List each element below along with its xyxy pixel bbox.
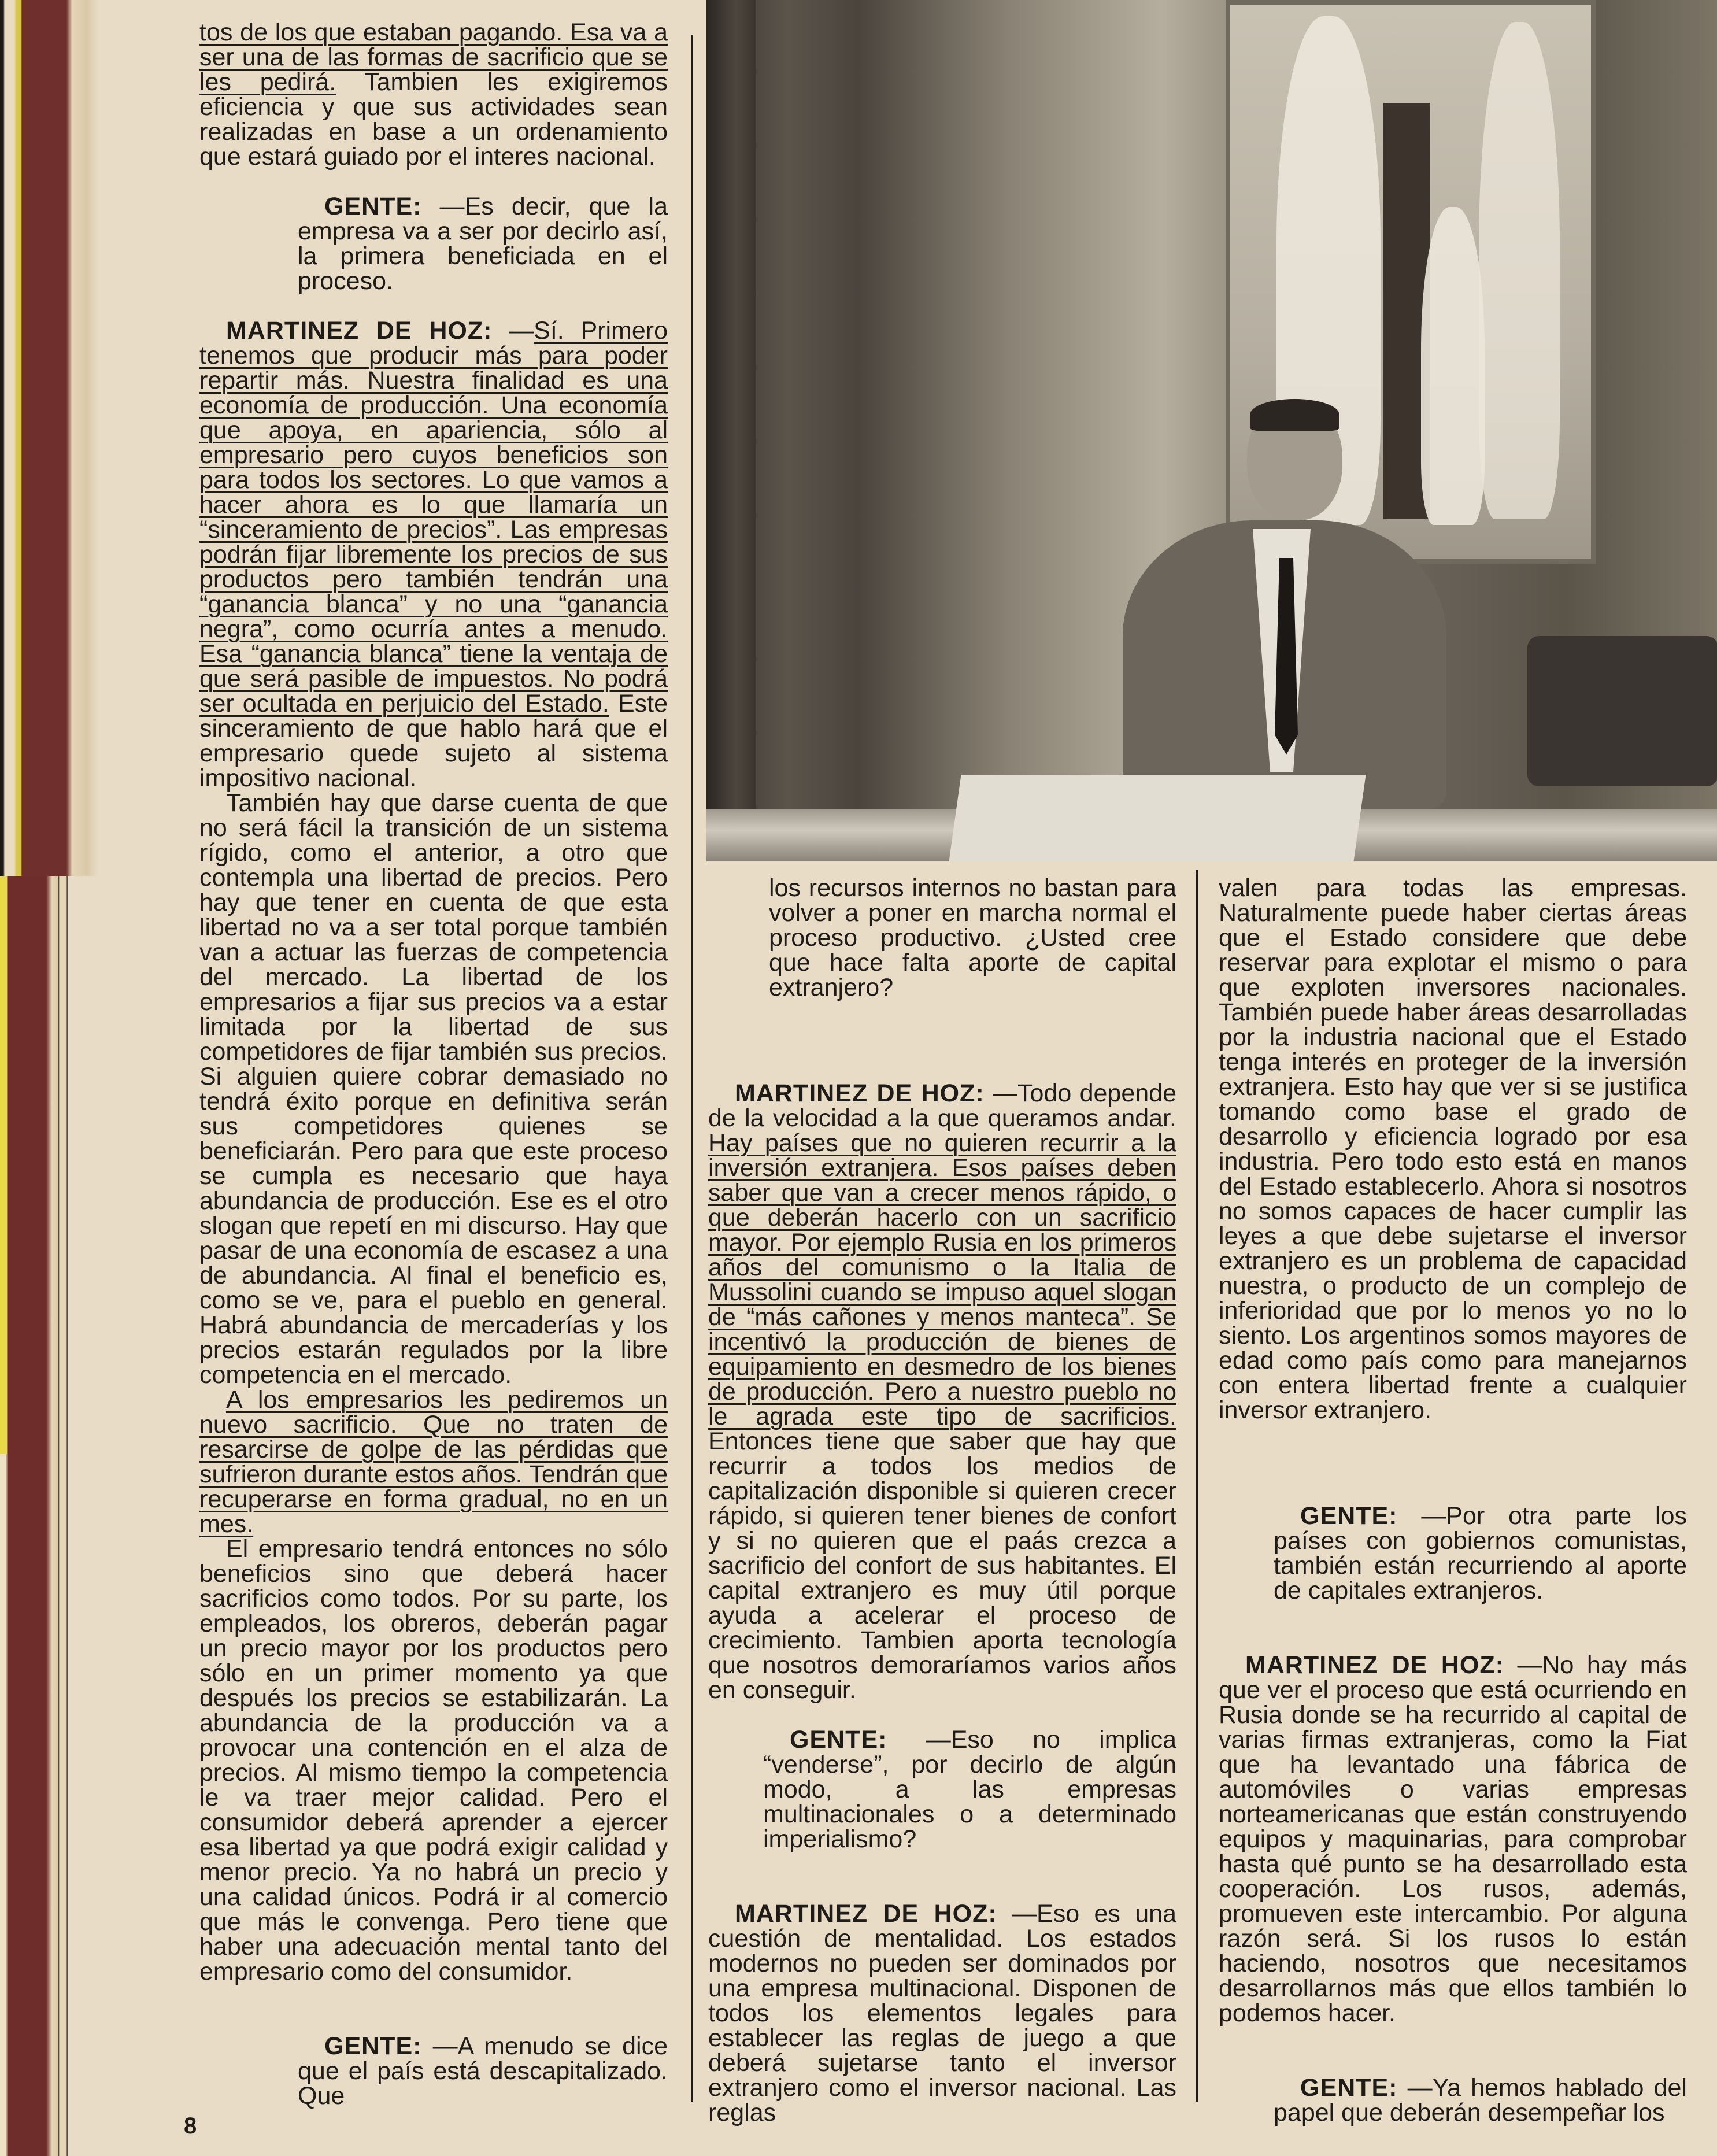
paragraph: El empresario tendrá entonces no sólo beneficios sino que deberá hacer sacrificios como todos. Por su parte, los empleados, los obreros, deberán pagar un precio mayor por los productos pero sólo en un primer momento ya que después los precios se estabilizarán. La abundancia de la producción va a provocar una contención en el alza de precios. Al mismo tiempo la competencia le va traer mejor calidad. Pero el consumidor deberá aprender a ejercer esa libertad ya que podrá exigir calidad y menor precio. Ya no habrá un precio y una calidad únicos. Podrá ir al comercio que más le convenga. Pero tiene que haber una adecuación mental tanto del empresario como del consumidor. bbox=[199, 1535, 668, 1985]
painting-figure-right bbox=[1479, 22, 1560, 519]
speaker-label: MARTINEZ DE HOZ: bbox=[1245, 1651, 1504, 1679]
speaker-label: MARTINEZ DE HOZ: bbox=[735, 1079, 985, 1107]
speaker-label: MARTINEZ DE HOZ: bbox=[735, 1900, 997, 1928]
question-continuation: los recursos internos no bastan para volver a poner en marcha normal el proceso productivo. ¿Usted cree que hace falta aporte de capital extranjero? bbox=[769, 874, 1176, 1001]
answer-martinez-de-hoz: MARTINEZ DE HOZ: —Sí. Primero tenemos que producir más para poder repartir más. Nuestra finalidad es una economía de producción. Una economía que apoya, en apariencia, sólo al empresario pero cuyos beneficios son para todos los sectores. Lo que vamos a hacer ahora es lo que llamaría un “sinceramiento de precios”. Las empresas podrán fijar libremente los precios de sus productos pero también tendrán una “ganancia blanca” y no una “ganancia negra”, como ocurría antes a menudo. Esa “ganancia blanca” tiene la ventaja de que será pasible de impuestos. No podrá ser ocultada en perjuicio del Estado. Este sinceramiento de que hablo hará que el empresario quede sujeto al sistema impositivo nacional. bbox=[199, 317, 668, 792]
page-number: 8 bbox=[184, 2113, 197, 2139]
question-gente: GENTE: —Ya hemos hablado del papel que deberán desempeñar los bbox=[1274, 2074, 1687, 2127]
wood-door-panel bbox=[706, 0, 756, 861]
answer-martinez-de-hoz: MARTINEZ DE HOZ: —No hay más que ver el proceso que está ocurriendo en Rusia donde se ha recurrido al capital de varias firmas extranjeras, como la Fiat que ha levantado una fábrica de automóviles o varias empresas norteamericanas que están construyendo equipos y maquinarias, para comprobar hasta qué punto se ha desarrollado esta cooperación. Los rusos, además, promueven este intercambio. Por alguna razón será. Si los rusos lo están haciendo, nosotros que necesitamos desarrollarnos más que ellos también lo podemos hacer. bbox=[1219, 1651, 1687, 2027]
answer-martinez-de-hoz: MARTINEZ DE HOZ: —Eso es una cuestión de mentalidad. Los estados modernos no pueden ser dominados por una empresa multinacional. Disponen de todos los elementos legales para establecer las reglas de juego a que deberá sujetarse tanto el inversor extranjero como el inversor nacional. Las reglas bbox=[708, 1900, 1176, 2127]
painting-figure-child bbox=[1421, 207, 1485, 525]
question-gente: GENTE: —Eso no implica “venderse”, por decirlo de algún modo, a las empresas multinacionales o a determinado imperialismo? bbox=[763, 1726, 1176, 1853]
paragraph: tos de los que estaban pagando. Esa va a ser una de las formas de sacrificio que se les pedirá. Tambien les exigiremos eficiencia y que sus actividades sean realizadas en base a un ordenamiento que estará guiado por el interes nacional. bbox=[199, 19, 668, 171]
question-gente: GENTE: —Es decir, que la empresa va a ser por decirlo así, la primera beneficiada en el proceso. bbox=[298, 193, 668, 295]
middle-column bbox=[708, 876, 1176, 2125]
right-column bbox=[1219, 876, 1687, 2125]
speaker-label: MARTINEZ DE HOZ: bbox=[226, 317, 493, 345]
cover-yellow-strip bbox=[0, 876, 7, 1454]
speaker-label: GENTE: bbox=[324, 2032, 422, 2060]
column-rule-left bbox=[691, 35, 693, 2102]
magazine-spine-edge-lower bbox=[0, 876, 173, 2156]
question-gente: GENTE: —Por otra parte los países con gobiernos comunistas, también están recurriendo al aporte de capitales extranjeros. bbox=[1274, 1502, 1687, 1604]
speaker-label: GENTE: bbox=[324, 193, 422, 220]
answer-continuation: valen para todas las empresas. Naturalmente puede haber ciertas áreas que el Estado considere que debe reservar para explotar el mismo o para que exploten inversores nacionales. También puede haber áreas desarrolladas por la industria nacional que el Estado tenga interés en proteger de la inversión extranjera. Esto hay que ver si se justifica tomando como base el grado de desarrollo y eficiencia logrado por esa industria. Pero todo esto está en manos del Estado establecerlo. Ahora si nosotros no somos capaces de hacer cumplir las leyes a que debe sujetarse el inversor extranjero es un problema de capacidad nuestra, o producto de un complejo de inferioridad que por lo menos yo no lo siento. Los argentinos somos mayores de edad como país como para manejarnos con entera libertad frente a cualquier inversor extranjero. bbox=[1219, 874, 1687, 1424]
speaker-label: GENTE: bbox=[1300, 1502, 1398, 1530]
man-hair bbox=[1250, 399, 1339, 431]
answer-martinez-de-hoz: MARTINEZ DE HOZ: —Todo depende de la velocidad a la que queramos andar. Hay países que no quieren recurrir a la inversión extranjera. Esos países deben saber que van a crecer menos rápido, o que deberán hacerlo con un sacrificio mayor. Por ejemplo Rusia en los primeros años del comunismo o la Italia de Mussolini cuando se impuso aquel slogan de “más cañones y menos manteca”. Se incentivó la producción de bienes de equipamiento en desmedro de los bienes de producción. Pero a nuestro pueblo no le agrada este tipo de sacrificios. Entonces tiene que saber que hay que recurrir a todos los medios de capitalización disponible si quieren crecer rápido, si quieren tener bienes de confort y si no quieren que el paás crezca a sacrificio del confort de sus habitantes. El capital extranjero es muy útil porque ayuda a acelerar el proceso de crecimiento. Tambien aporta tecnología que nosotros demoraríamos varios años en conseguir. bbox=[708, 1079, 1176, 1704]
paragraph: También hay que darse cuenta de que no será fácil la transición de un sistema rígido, como el anterior, a otro que contempla una libertad de precios. Pero hay que tener en cuenta de que esta libertad no va a ser total porque también van a actuar las fuerzas de competencia del mercado. La libertad de los empresarios a fijar sus precios va a estar limitada por la libertad de sus competidores de fijar también sus precios. Si alguien quiere cobrar demasiado no tendrá éxito porque en definitiva serán sus competidores quienes se beneficiarán. Pero para que este proceso se cumpla es necesario que haya abundancia de producción. Ese es el otro slogan que repetí en mi discurso. Hay que pasar de una economía de escasez a una de abundancia. Al final el beneficio es, como se ve, para el pueblo en general. Habrá abundancia de mercaderías y los precios estarán regulados por la libre competencia en el mercado. bbox=[199, 789, 668, 1389]
left-column bbox=[199, 20, 668, 2109]
paragraph-underlined: A los empresarios les pediremos un nuevo sacrificio. Que no traten de resarcirse de golpe de las pérdidas que sufrieron durante estos años. Tendrán que recuperarse en forma gradual, no en un mes. bbox=[199, 1386, 668, 1538]
desk-papers bbox=[949, 775, 1366, 861]
column-rule-right bbox=[1196, 870, 1198, 2102]
speaker-label: GENTE: bbox=[790, 1726, 887, 1754]
desk-telephone bbox=[1527, 636, 1717, 786]
interview-photo bbox=[706, 0, 1717, 861]
question-gente: GENTE: —A menudo se dice que el país está descapitalizado. Que bbox=[298, 2032, 668, 2110]
speaker-label: GENTE: bbox=[1300, 2074, 1398, 2102]
